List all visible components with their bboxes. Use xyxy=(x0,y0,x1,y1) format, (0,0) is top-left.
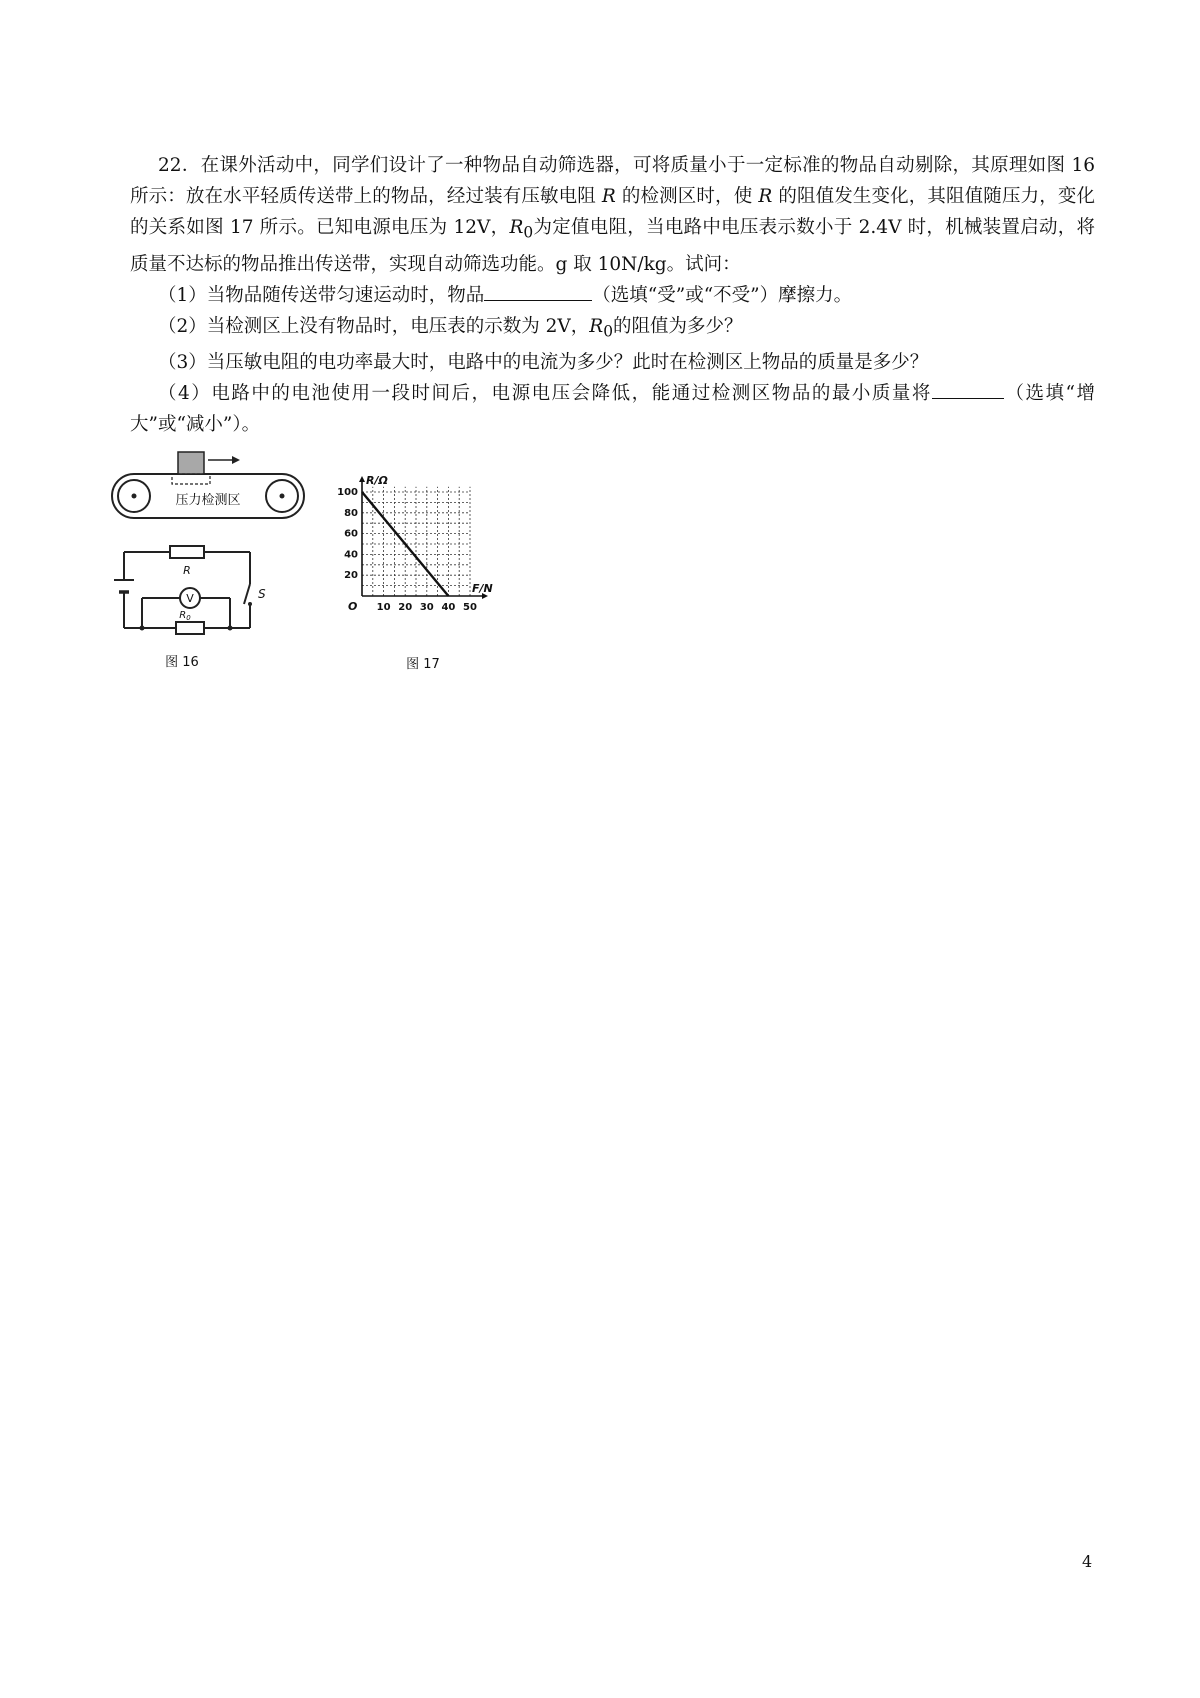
x-tick-label: 10 xyxy=(376,602,391,613)
x-tick-label: 40 xyxy=(441,602,456,613)
voltmeter-label: V xyxy=(186,592,194,605)
resistor-r0-label: $R_0$ xyxy=(179,610,191,622)
x-axis-label: F/N xyxy=(472,582,493,595)
y-tick-label: 20 xyxy=(344,570,358,582)
figure-17-caption: 图 17 xyxy=(406,657,440,672)
left-pulley-icon xyxy=(118,480,150,512)
chart-ticks xyxy=(337,487,477,613)
resistor-r0 xyxy=(176,622,204,634)
answer-blank-2[interactable] xyxy=(932,378,1004,399)
answer-blank-1[interactable] xyxy=(484,280,592,301)
question-1: （1）当物品随传送带匀速运动时，物品 （选填“受”或“不受”）摩擦力。 xyxy=(130,280,1095,311)
y-tick-label: 100 xyxy=(337,487,358,498)
battery-icon xyxy=(114,580,134,592)
right-pulley-icon xyxy=(266,480,298,512)
x-tick-label: 20 xyxy=(398,602,413,613)
figure-16-caption: 图 16 xyxy=(165,655,199,670)
voltmeter-icon xyxy=(180,588,200,608)
x-tick-label: 30 xyxy=(419,602,434,613)
question-3: （3）当压敏电阻的电功率最大时，电路中的电流为多少？此时在检测区上物品的质量是多少？ xyxy=(158,352,929,374)
y-tick-label: 40 xyxy=(344,549,358,561)
problem-22 xyxy=(130,150,1095,440)
y-axis-label: R/Ω xyxy=(366,474,388,487)
switch-icon xyxy=(244,584,250,604)
switch-label: S xyxy=(258,587,266,601)
figure-16 xyxy=(112,448,312,678)
figure-17-chart xyxy=(337,474,528,682)
junction-dot xyxy=(140,626,145,631)
problem-intro: 22．在课外活动中，同学们设计了一种物品自动筛选器，可将质量小于一定标准的物品自动剔除，其原理如图 16 所示：放在水平轻质传送带上的物品，经过装有压敏电阻 R 的检测区时，使 R 的阻值发生变化，其阻值随压力，变化的关系如图 17 所示。已知电源电压为 12V，$R_0$为定值电阻，当电路中电压表示数小于 2.4V 时，机械装置启动，将质量不达标的物品推出传送带，实现自动筛选功能。g 取 10N/kg。试问： xyxy=(130,155,1095,275)
switch-contact xyxy=(248,602,252,606)
detection-zone xyxy=(172,474,210,484)
resistor-r-label: R xyxy=(183,564,191,577)
y-axis-arrow-icon xyxy=(359,476,365,482)
junction-dot xyxy=(228,626,233,631)
page-number: 4 xyxy=(1082,1552,1093,1571)
chart-grid xyxy=(362,487,470,596)
origin-label: O xyxy=(348,600,358,613)
question-4: （4）电路中的电池使用一段时间后，电源电压会降低，能通过检测区物品的最小质量将 （选填“增大”或“减小”）。 xyxy=(130,378,1095,440)
arrow-right-icon xyxy=(208,456,240,464)
belt-label: 压力检测区 xyxy=(175,493,241,508)
item-block xyxy=(178,452,204,474)
problem-number: 22． xyxy=(158,155,201,176)
chart-axes xyxy=(359,476,488,599)
y-tick-label: 80 xyxy=(344,507,358,519)
y-tick-label: 60 xyxy=(344,528,358,540)
x-tick-label: 50 xyxy=(463,602,477,613)
resistor-r xyxy=(170,546,204,558)
question-2: （2）当检测区上没有物品时，电压表的示数为 2V，$R_0$的阻值为多少？ xyxy=(158,315,743,341)
